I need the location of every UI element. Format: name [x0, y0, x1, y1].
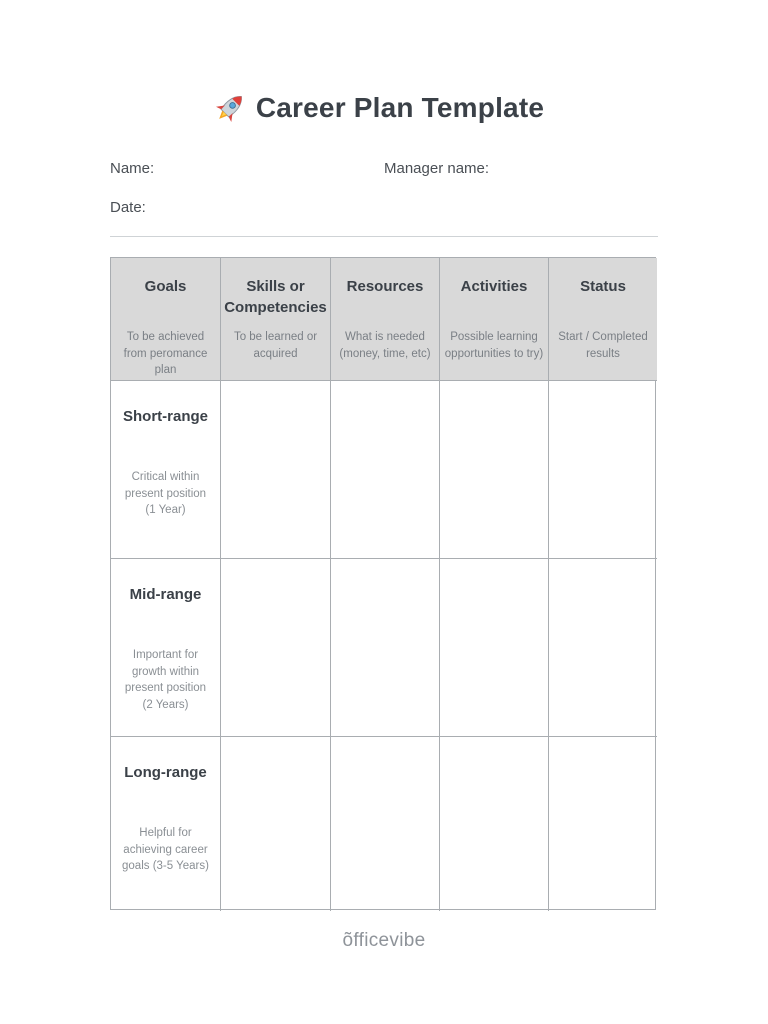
- table-cell[interactable]: [440, 737, 549, 911]
- column-header-activities: [440, 258, 549, 381]
- table-cell[interactable]: [440, 559, 549, 737]
- row-subtitle: Important for growth within present position (2 Years): [124, 649, 207, 711]
- row-header-mid-range: [111, 559, 221, 737]
- name-label: Name:: [110, 160, 155, 177]
- column-header-status: [549, 258, 657, 381]
- row-subtitle: Helpful for achieving career goals (3-5 Years): [122, 827, 209, 872]
- career-plan-table: [110, 257, 656, 910]
- brand-logo: õfficevibe: [342, 930, 426, 951]
- date-label: Date:: [110, 199, 146, 216]
- column-subtitle: Start / Completed results: [558, 331, 648, 360]
- table-cell[interactable]: [549, 559, 657, 737]
- column-title: Skills or Competencies: [224, 278, 327, 316]
- title-row: [0, 86, 762, 130]
- row-title: Short-range: [122, 408, 208, 425]
- column-title: Status: [580, 278, 626, 295]
- column-title: Activities: [460, 278, 528, 295]
- column-subtitle: Possible learning opportunities to try): [444, 331, 544, 360]
- row-subtitle: Critical within present position (1 Year): [124, 471, 207, 516]
- column-subtitle: To be learned or acquired: [233, 331, 318, 360]
- row-title: Mid-range: [129, 586, 202, 603]
- column-title: Resources: [346, 278, 424, 295]
- table-cell[interactable]: [221, 381, 331, 559]
- row-header-short-range: [111, 381, 221, 559]
- manager-name-label: Manager name:: [384, 160, 490, 177]
- divider: [110, 236, 658, 237]
- table-cell[interactable]: [221, 559, 331, 737]
- column-header-resources: [331, 258, 440, 381]
- table-cell[interactable]: [331, 737, 440, 911]
- table-cell[interactable]: [221, 737, 331, 911]
- row-title: Long-range: [124, 764, 207, 781]
- table-cell[interactable]: [440, 381, 549, 559]
- table-cell[interactable]: [549, 381, 657, 559]
- rocket-icon: [212, 90, 248, 126]
- table-cell[interactable]: [331, 559, 440, 737]
- table-cell[interactable]: [331, 381, 440, 559]
- table-cell[interactable]: [549, 737, 657, 911]
- column-subtitle: To be achieved from peromance plan: [123, 331, 208, 376]
- page-title: Career Plan Template: [255, 92, 545, 123]
- column-header-goals: [111, 258, 221, 381]
- column-subtitle: What is needed (money, time, etc): [339, 331, 431, 360]
- column-header-skills: [221, 258, 331, 381]
- column-title: Goals: [144, 278, 187, 295]
- row-header-long-range: [111, 737, 221, 911]
